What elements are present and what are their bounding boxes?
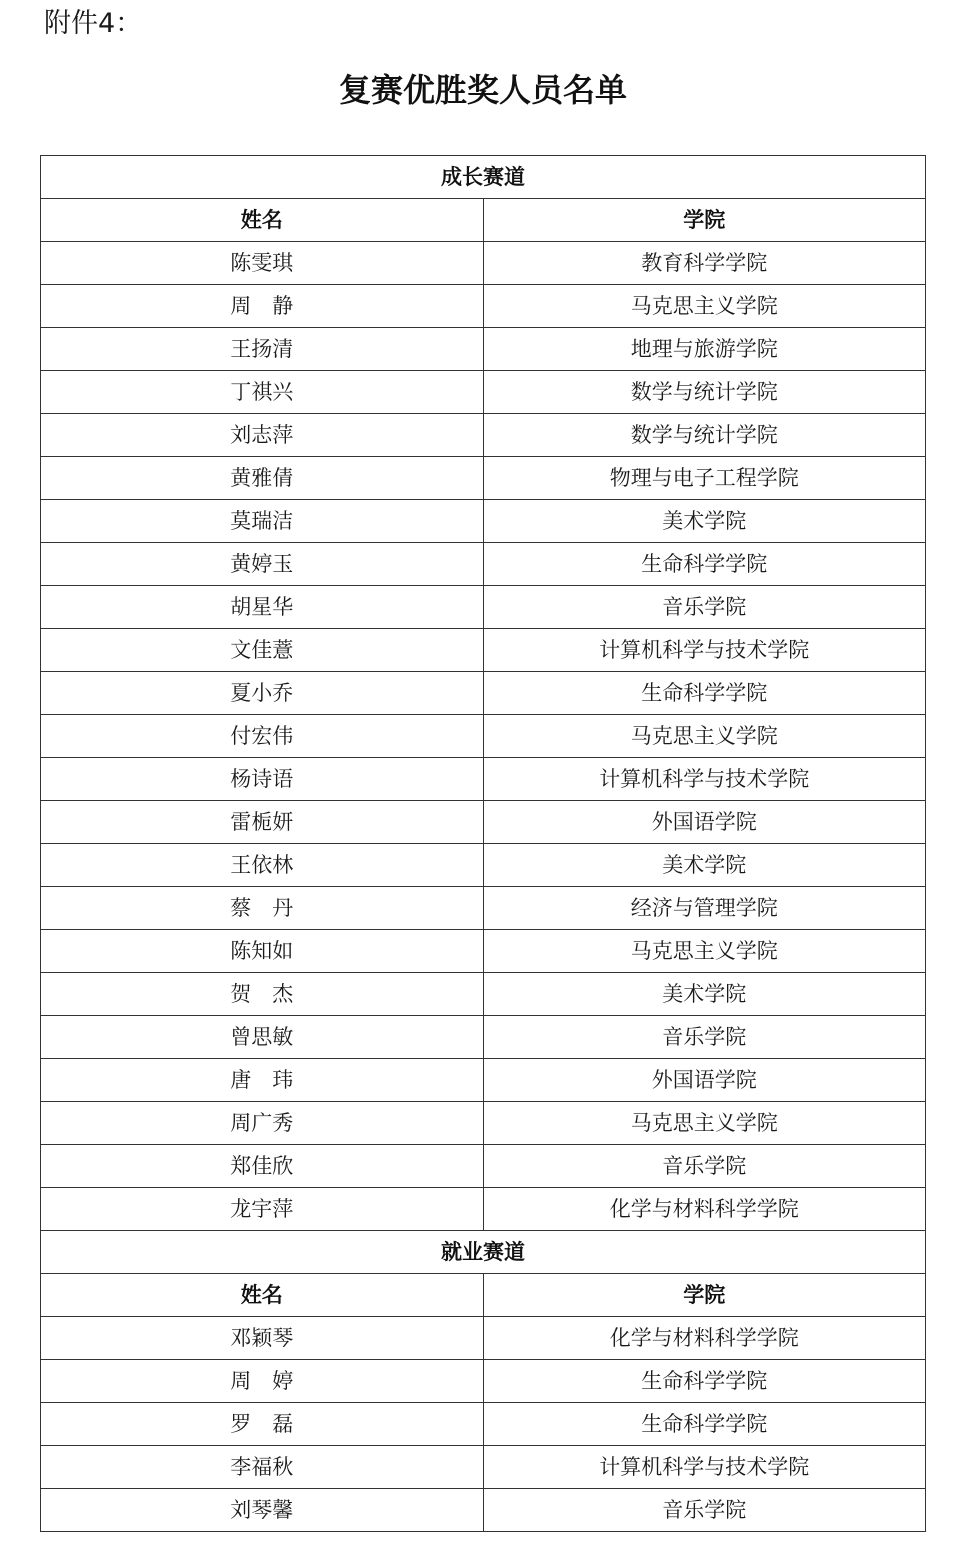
student-name-cell: 王扬清 bbox=[41, 328, 484, 371]
attachment-label: 附件4： bbox=[44, 8, 143, 39]
table-row bbox=[41, 1188, 926, 1231]
college-cell: 数学与统计学院 bbox=[483, 371, 926, 414]
student-name-cell: 李福秋 bbox=[41, 1446, 484, 1489]
table-row bbox=[41, 1360, 926, 1403]
table-row bbox=[41, 1489, 926, 1532]
college-cell: 音乐学院 bbox=[483, 1145, 926, 1188]
table-row bbox=[41, 844, 926, 887]
college-cell: 化学与材料科学学院 bbox=[483, 1317, 926, 1360]
table-row bbox=[41, 242, 926, 285]
table-row bbox=[41, 629, 926, 672]
college-cell: 美术学院 bbox=[483, 844, 926, 887]
table-row bbox=[41, 1403, 926, 1446]
table-row bbox=[41, 328, 926, 371]
student-name-cell: 曾思敏 bbox=[41, 1016, 484, 1059]
student-name-cell: 刘琴馨 bbox=[41, 1489, 484, 1532]
student-name-cell: 杨诗语 bbox=[41, 758, 484, 801]
name-column-header: 姓名 bbox=[41, 199, 484, 242]
track-heading: 成长赛道 bbox=[41, 156, 926, 199]
table-row bbox=[41, 414, 926, 457]
college-cell: 美术学院 bbox=[483, 973, 926, 1016]
column-header-row bbox=[41, 199, 926, 242]
student-name-cell: 黄婷玉 bbox=[41, 543, 484, 586]
college-cell: 马克思主义学院 bbox=[483, 285, 926, 328]
college-cell: 马克思主义学院 bbox=[483, 930, 926, 973]
table-row bbox=[41, 457, 926, 500]
table-row bbox=[41, 715, 926, 758]
college-cell: 经济与管理学院 bbox=[483, 887, 926, 930]
winners-table bbox=[40, 155, 926, 1532]
student-name-cell: 周广秀 bbox=[41, 1102, 484, 1145]
college-cell: 地理与旅游学院 bbox=[483, 328, 926, 371]
college-cell: 生命科学学院 bbox=[483, 672, 926, 715]
college-cell: 音乐学院 bbox=[483, 1489, 926, 1532]
college-cell: 化学与材料科学学院 bbox=[483, 1188, 926, 1231]
student-name-cell: 黄雅倩 bbox=[41, 457, 484, 500]
column-header-row bbox=[41, 1274, 926, 1317]
table-row bbox=[41, 1059, 926, 1102]
table-row bbox=[41, 1145, 926, 1188]
student-name-cell: 邓颖琴 bbox=[41, 1317, 484, 1360]
student-name-cell: 夏小乔 bbox=[41, 672, 484, 715]
college-cell: 音乐学院 bbox=[483, 1016, 926, 1059]
student-name-cell: 陈雯琪 bbox=[41, 242, 484, 285]
table-row bbox=[41, 586, 926, 629]
document-title: 复赛优胜奖人员名单 bbox=[338, 71, 627, 109]
college-cell: 生命科学学院 bbox=[483, 1403, 926, 1446]
table-row bbox=[41, 973, 926, 1016]
student-name-cell: 周 静 bbox=[41, 285, 484, 328]
student-name-cell: 陈知如 bbox=[41, 930, 484, 973]
college-cell: 美术学院 bbox=[483, 500, 926, 543]
college-cell: 物理与电子工程学院 bbox=[483, 457, 926, 500]
table-row bbox=[41, 930, 926, 973]
table-row bbox=[41, 801, 926, 844]
college-cell: 生命科学学院 bbox=[483, 543, 926, 586]
student-name-cell: 雷栀妍 bbox=[41, 801, 484, 844]
student-name-cell: 龙宇萍 bbox=[41, 1188, 484, 1231]
student-name-cell: 王依林 bbox=[41, 844, 484, 887]
college-cell: 计算机科学与技术学院 bbox=[483, 1446, 926, 1489]
table-row bbox=[41, 500, 926, 543]
college-cell: 马克思主义学院 bbox=[483, 1102, 926, 1145]
student-name-cell: 莫瑞洁 bbox=[41, 500, 484, 543]
track-heading-row bbox=[41, 1231, 926, 1274]
college-cell: 马克思主义学院 bbox=[483, 715, 926, 758]
table-row bbox=[41, 672, 926, 715]
college-cell: 数学与统计学院 bbox=[483, 414, 926, 457]
table-row bbox=[41, 758, 926, 801]
student-name-cell: 唐 玮 bbox=[41, 1059, 484, 1102]
college-cell: 计算机科学与技术学院 bbox=[483, 758, 926, 801]
track-heading: 就业赛道 bbox=[41, 1231, 926, 1274]
college-column-header: 学院 bbox=[483, 199, 926, 242]
table-row bbox=[41, 1446, 926, 1489]
winners-table-body bbox=[41, 156, 926, 1532]
college-cell: 外国语学院 bbox=[483, 1059, 926, 1102]
college-cell: 教育科学学院 bbox=[483, 242, 926, 285]
table-row bbox=[41, 1317, 926, 1360]
table-row bbox=[41, 285, 926, 328]
student-name-cell: 蔡 丹 bbox=[41, 887, 484, 930]
student-name-cell: 周 婷 bbox=[41, 1360, 484, 1403]
table-row bbox=[41, 1016, 926, 1059]
table-row bbox=[41, 887, 926, 930]
table-row bbox=[41, 543, 926, 586]
student-name-cell: 付宏伟 bbox=[41, 715, 484, 758]
college-cell: 外国语学院 bbox=[483, 801, 926, 844]
college-cell: 生命科学学院 bbox=[483, 1360, 926, 1403]
student-name-cell: 胡星华 bbox=[41, 586, 484, 629]
college-cell: 音乐学院 bbox=[483, 586, 926, 629]
track-heading-row bbox=[41, 156, 926, 199]
college-column-header: 学院 bbox=[483, 1274, 926, 1317]
student-name-cell: 刘志萍 bbox=[41, 414, 484, 457]
student-name-cell: 文佳薏 bbox=[41, 629, 484, 672]
student-name-cell: 贺 杰 bbox=[41, 973, 484, 1016]
college-cell: 计算机科学与技术学院 bbox=[483, 629, 926, 672]
student-name-cell: 罗 磊 bbox=[41, 1403, 484, 1446]
student-name-cell: 郑佳欣 bbox=[41, 1145, 484, 1188]
table-row bbox=[41, 1102, 926, 1145]
name-column-header: 姓名 bbox=[41, 1274, 484, 1317]
table-row bbox=[41, 371, 926, 414]
student-name-cell: 丁祺兴 bbox=[41, 371, 484, 414]
